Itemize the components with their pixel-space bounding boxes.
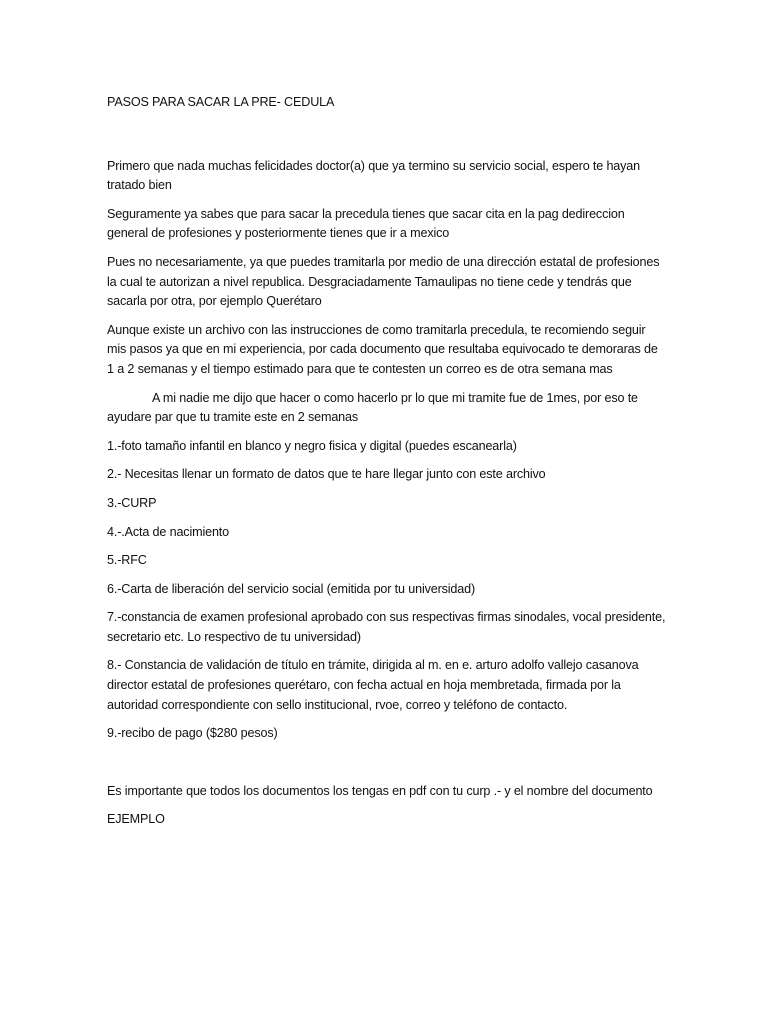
paragraph-appointment: Seguramente ya sabes que para sacar la precedula tienes que sacar cita en la pag dedireccion general de profesiones y posteriormente tienes que ir a mexico [107,206,625,241]
document-title: PASOS PARA SACAR LA PRE- CEDULA [107,95,335,109]
step-item: 9.-recibo de pago ($280 pesos) [107,726,278,741]
paragraph-recommendation: Aunque existe un archivo con las instrucciones de como tramitarla precedula, te recomiendo seguir mis pasos ya que en mi experiencia, por cada documento que resultaba equivocado te demoraras de 1 a 2 semanas y el tiempo estimado para que te contesten un correo es de otra semana mas [107,322,658,376]
step-item: 2.- Necesitas llenar un formato de datos que te hare llegar junto con este archivo [107,467,546,482]
step-item: 3.-CURP [107,495,157,510]
step-item: 1.-foto tamaño infantil en blanco y negro fisica y digital (puedes escanearla) [107,438,517,453]
step-item: 8.- Constancia de validación de título en trámite, dirigida al m. en e. arturo adolfo vallejo casanova director estatal de profesiones querétaro, con fecha actual en hoja membretada, firmada por la autoridad correspondiente con sello institucional, rvoe, correo y teléfono de contacto. [107,658,639,712]
step-item: 5.-RFC [107,553,147,568]
paragraph-state-office: Pues no necesariamente, ya que puedes tramitarla por medio de una dirección estatal de profesiones la cual te autorizan a nivel republica. Desgraciadamente Tamaulipas no tiene cede y tendrás que sacarla por otra, por ejemplo Querétaro [107,254,660,309]
closing-note: Es importante que todos los documentos los tengas en pdf con tu curp .- y el nombre del documento [107,783,653,798]
step-item: 4.-.Acta de nacimiento [107,524,230,539]
document-body [107,93,667,839]
paragraph-congratulations: Primero que nada muchas felicidades doctor(a) que ya termino su servicio social, espero te hayan tratado bien [107,158,641,193]
step-item: 6.-Carta de liberación del servicio social (emitida por tu universidad) [107,581,476,596]
step-item: 7.-constancia de examen profesional aprobado con sus respectivas firmas sinodales, vocal presidente, secretario etc. Lo respectivo de tu universidad) [107,610,666,644]
example-label: EJEMPLO [107,812,165,827]
paragraph-personal-experience: A mi nadie me dijo que hacer o como hacerlo pr lo que mi tramite fue de 1mes, por eso te ayudare par que tu tramite este en 2 semanas [107,390,638,425]
